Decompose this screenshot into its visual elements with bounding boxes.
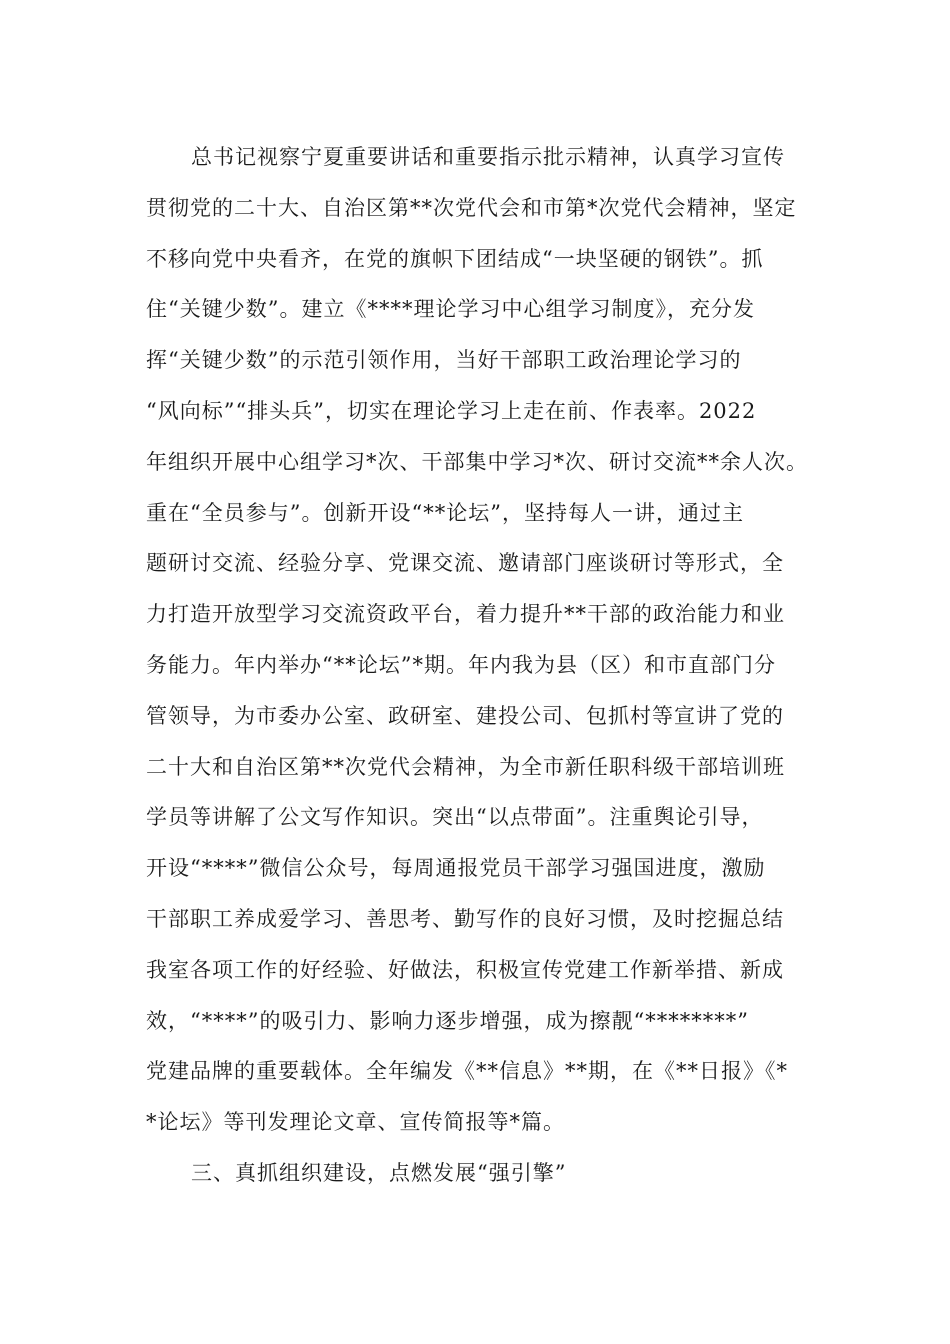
paragraph-line: 二十大和自治区第**次党代会精神，为全市新任职科级干部培训班 [146,754,785,779]
paragraph-line: 效，“****”的吸引力、影响力逐步增强，成为擦靓“********” [146,1008,749,1033]
paragraph-line: 学员等讲解了公文写作知识。突出“以点带面”。注重舆论引导， [146,805,764,830]
paragraph-line: “风向标”“排头兵”，切实在理论学习上走在前、作表率。2022 [146,398,757,423]
paragraph-line: 管领导，为市委办公室、政研室、建投公司、包抓村等宣讲了党的 [146,703,784,728]
paragraph-line: 重在“全员参与”。创新开设“**论坛”，坚持每人一讲，通过主 [146,500,744,525]
paragraph-line: 题研讨交流、经验分享、党课交流、邀请部门座谈研讨等形式，全 [146,551,784,576]
document-body [146,132,836,1199]
section-heading: 三、真抓组织建设，点燃发展“强引擎” [191,1160,567,1185]
paragraph-line: 贯彻党的二十大、自治区第**次党代会和市第*次党代会精神，坚定 [146,195,797,220]
paragraph-line: 住“关键少数”。建立《****理论学习中心组学习制度》，充分发 [146,297,755,322]
paragraph-line: 我室各项工作的好经验、好做法，积极宣传党建工作新举措、新成 [146,957,784,982]
paragraph-line: *论坛》等刊发理论文章、宣传简报等*篇。 [146,1110,565,1135]
paragraph-line: 年组织开展中心组学习*次、干部集中学习*次、研讨交流**余人次。 [146,449,808,474]
paragraph-line: 挥“关键少数”的示范引领作用，当好干部职工政治理论学习的 [146,348,742,373]
paragraph-line: 不移向党中央看齐，在党的旗帜下团结成“一块坚硬的钢铁”。抓 [146,246,764,271]
paragraph-line: 总书记视察宁夏重要讲话和重要指示批示精神，认真学习宣传 [191,145,785,169]
paragraph-line: 力打造开放型学习交流资政平台，着力提升**干部的政治能力和业 [146,602,785,627]
paragraph-line: 务能力。年内举办“**论坛”*期。年内我为县（区）和市直部门分 [146,652,776,677]
paragraph-line: 干部职工养成爱学习、善思考、勤写作的良好习惯，及时挖掘总结 [146,906,784,931]
paragraph-line: 开设“****”微信公众号，每周通报党员干部学习强国进度，激励 [146,856,766,881]
paragraph-line: 党建品牌的重要载体。全年编发《**信息》**期，在《**日报》《* [146,1059,788,1084]
